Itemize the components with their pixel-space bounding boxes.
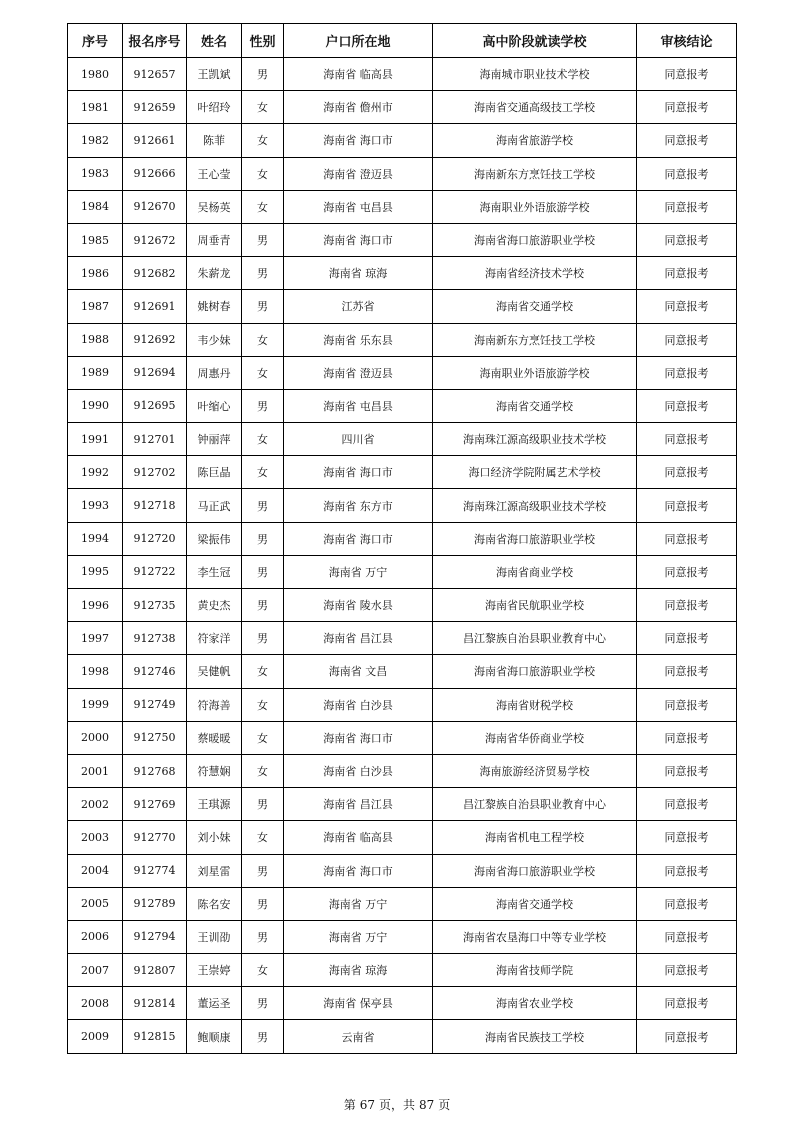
cell-household: 海南省 屯昌县: [284, 389, 433, 422]
header-reg-no: 报名序号: [123, 24, 187, 58]
cell-gender: 女: [242, 356, 284, 389]
cell-gender: 男: [242, 389, 284, 422]
table-row: [68, 423, 737, 456]
cell-conclusion: 同意报考: [637, 887, 737, 920]
cell-name: 陈菲: [187, 124, 242, 157]
table-row: [68, 920, 737, 953]
cell-name: 蔡暖暖: [187, 721, 242, 754]
table-row: [68, 290, 737, 323]
cell-household: 海南省 临高县: [284, 58, 433, 91]
cell-seq: 1988: [68, 323, 123, 356]
cell-seq: 2005: [68, 887, 123, 920]
cell-school: 海南珠江源高级职业技术学校: [433, 489, 637, 522]
header-conclusion: 审核结论: [637, 24, 737, 58]
cell-gender: 男: [242, 555, 284, 588]
cell-school: 海南省海口旅游职业学校: [433, 522, 637, 555]
page-footer: [0, 1096, 794, 1113]
cell-reg-no: 912722: [123, 555, 187, 588]
cell-conclusion: 同意报考: [637, 688, 737, 721]
cell-seq: 1980: [68, 58, 123, 91]
cell-name: 梁振伟: [187, 522, 242, 555]
cell-reg-no: 912692: [123, 323, 187, 356]
cell-reg-no: 912672: [123, 223, 187, 256]
table-row: [68, 58, 737, 91]
cell-name: 王琪源: [187, 788, 242, 821]
cell-conclusion: 同意报考: [637, 854, 737, 887]
cell-school: 海南省海口旅游职业学校: [433, 223, 637, 256]
cell-school: 海南新东方烹饪技工学校: [433, 157, 637, 190]
cell-seq: 1985: [68, 223, 123, 256]
cell-reg-no: 912702: [123, 456, 187, 489]
cell-conclusion: 同意报考: [637, 423, 737, 456]
cell-school: 海南省商业学校: [433, 555, 637, 588]
table-row: [68, 223, 737, 256]
cell-conclusion: 同意报考: [637, 754, 737, 787]
cell-conclusion: 同意报考: [637, 788, 737, 821]
cell-name: 钟丽萍: [187, 423, 242, 456]
table-row: [68, 190, 737, 223]
cell-name: 符家洋: [187, 622, 242, 655]
cell-name: 韦少妹: [187, 323, 242, 356]
table-row: [68, 655, 737, 688]
cell-reg-no: 912691: [123, 290, 187, 323]
cell-name: 王凯斌: [187, 58, 242, 91]
cell-seq: 1995: [68, 555, 123, 588]
cell-conclusion: 同意报考: [637, 655, 737, 688]
cell-seq: 1998: [68, 655, 123, 688]
cell-school: 海南职业外语旅游学校: [433, 356, 637, 389]
cell-gender: 男: [242, 489, 284, 522]
cell-conclusion: 同意报考: [637, 821, 737, 854]
cell-seq: 1994: [68, 522, 123, 555]
cell-conclusion: 同意报考: [637, 389, 737, 422]
cell-seq: 1989: [68, 356, 123, 389]
cell-reg-no: 912718: [123, 489, 187, 522]
cell-household: 海南省 保亭县: [284, 987, 433, 1020]
cell-gender: 女: [242, 323, 284, 356]
cell-household: 云南省: [284, 1020, 433, 1053]
cell-name: 刘星雷: [187, 854, 242, 887]
cell-conclusion: 同意报考: [637, 589, 737, 622]
cell-household: 海南省 昌江县: [284, 788, 433, 821]
cell-reg-no: 912749: [123, 688, 187, 721]
cell-conclusion: 同意报考: [637, 223, 737, 256]
cell-seq: 2009: [68, 1020, 123, 1053]
cell-conclusion: 同意报考: [637, 58, 737, 91]
table-row: [68, 821, 737, 854]
cell-gender: 女: [242, 655, 284, 688]
cell-gender: 女: [242, 124, 284, 157]
cell-reg-no: 912774: [123, 854, 187, 887]
table-row: [68, 854, 737, 887]
header-gender: 性别: [242, 24, 284, 58]
cell-school: 海南省旅游学校: [433, 124, 637, 157]
cell-household: 海南省 澄迈县: [284, 157, 433, 190]
cell-reg-no: 912694: [123, 356, 187, 389]
cell-name: 周惠丹: [187, 356, 242, 389]
cell-school: 海南省财税学校: [433, 688, 637, 721]
cell-seq: 1981: [68, 91, 123, 124]
cell-name: 符慧娴: [187, 754, 242, 787]
footer-prefix: 第: [343, 1098, 356, 1112]
cell-reg-no: 912701: [123, 423, 187, 456]
cell-gender: 男: [242, 589, 284, 622]
cell-gender: 男: [242, 622, 284, 655]
table-row: [68, 257, 737, 290]
cell-seq: 1984: [68, 190, 123, 223]
cell-reg-no: 912770: [123, 821, 187, 854]
cell-household: 海南省 儋州市: [284, 91, 433, 124]
footer-page-number: 67: [359, 1098, 375, 1112]
cell-school: 海南省交通高级技工学校: [433, 91, 637, 124]
cell-name: 叶绍玲: [187, 91, 242, 124]
cell-name: 陈巨晶: [187, 456, 242, 489]
cell-name: 吴杨英: [187, 190, 242, 223]
cell-name: 叶缩心: [187, 389, 242, 422]
cell-gender: 男: [242, 58, 284, 91]
cell-name: 马正武: [187, 489, 242, 522]
cell-school: 昌江黎族自治县职业教育中心: [433, 622, 637, 655]
cell-gender: 女: [242, 821, 284, 854]
cell-school: 海南新东方烹饪技工学校: [433, 323, 637, 356]
cell-seq: 1987: [68, 290, 123, 323]
table-body: [68, 58, 737, 1054]
cell-household: 海南省 临高县: [284, 821, 433, 854]
cell-conclusion: 同意报考: [637, 1020, 737, 1053]
cell-gender: 女: [242, 91, 284, 124]
cell-seq: 1983: [68, 157, 123, 190]
cell-reg-no: 912695: [123, 389, 187, 422]
cell-school: 海南省机电工程学校: [433, 821, 637, 854]
cell-seq: 1999: [68, 688, 123, 721]
cell-household: 海南省 海口市: [284, 124, 433, 157]
cell-seq: 1993: [68, 489, 123, 522]
cell-school: 海南省交通学校: [433, 887, 637, 920]
cell-gender: 男: [242, 854, 284, 887]
cell-seq: 2001: [68, 754, 123, 787]
cell-household: 海南省 白沙县: [284, 688, 433, 721]
cell-reg-no: 912661: [123, 124, 187, 157]
cell-reg-no: 912666: [123, 157, 187, 190]
header-household: 户口所在地: [284, 24, 433, 58]
cell-seq: 1982: [68, 124, 123, 157]
cell-school: 海南旅游经济贸易学校: [433, 754, 637, 787]
cell-reg-no: 912807: [123, 954, 187, 987]
cell-household: 海南省 海口市: [284, 223, 433, 256]
cell-reg-no: 912750: [123, 721, 187, 754]
cell-school: 海南省华侨商业学校: [433, 721, 637, 754]
cell-name: 姚树春: [187, 290, 242, 323]
cell-school: 海南职业外语旅游学校: [433, 190, 637, 223]
cell-gender: 男: [242, 788, 284, 821]
table-row: [68, 721, 737, 754]
cell-reg-no: 912814: [123, 987, 187, 1020]
roster-table: [67, 23, 737, 1054]
cell-name: 刘小妹: [187, 821, 242, 854]
cell-name: 朱薪龙: [187, 257, 242, 290]
cell-gender: 男: [242, 987, 284, 1020]
cell-conclusion: 同意报考: [637, 954, 737, 987]
table-row: [68, 456, 737, 489]
cell-reg-no: 912768: [123, 754, 187, 787]
cell-gender: 女: [242, 721, 284, 754]
footer-total-pages: 87: [419, 1098, 435, 1112]
cell-conclusion: 同意报考: [637, 721, 737, 754]
cell-household: 江苏省: [284, 290, 433, 323]
cell-household: 海南省 万宁: [284, 887, 433, 920]
cell-household: 海南省 琼海: [284, 954, 433, 987]
cell-reg-no: 912670: [123, 190, 187, 223]
cell-seq: 1996: [68, 589, 123, 622]
cell-gender: 女: [242, 423, 284, 456]
header-school: 高中阶段就读学校: [433, 24, 637, 58]
cell-reg-no: 912735: [123, 589, 187, 622]
cell-household: 海南省 陵水县: [284, 589, 433, 622]
cell-conclusion: 同意报考: [637, 257, 737, 290]
header-row: [68, 24, 737, 58]
cell-gender: 男: [242, 920, 284, 953]
cell-school: 海南省民族技工学校: [433, 1020, 637, 1053]
table-row: [68, 555, 737, 588]
cell-household: 海南省 海口市: [284, 854, 433, 887]
cell-reg-no: 912769: [123, 788, 187, 821]
cell-conclusion: 同意报考: [637, 522, 737, 555]
cell-gender: 女: [242, 688, 284, 721]
cell-name: 王训劭: [187, 920, 242, 953]
cell-gender: 男: [242, 290, 284, 323]
cell-conclusion: 同意报考: [637, 456, 737, 489]
cell-conclusion: 同意报考: [637, 920, 737, 953]
cell-reg-no: 912746: [123, 655, 187, 688]
cell-name: 陈名安: [187, 887, 242, 920]
cell-school: 海南省海口旅游职业学校: [433, 854, 637, 887]
cell-conclusion: 同意报考: [637, 190, 737, 223]
cell-school: 海口经济学院附属艺术学校: [433, 456, 637, 489]
cell-household: 海南省 海口市: [284, 522, 433, 555]
cell-gender: 女: [242, 754, 284, 787]
cell-household: 海南省 澄迈县: [284, 356, 433, 389]
cell-gender: 男: [242, 1020, 284, 1053]
cell-conclusion: 同意报考: [637, 356, 737, 389]
cell-school: 海南省经济技术学校: [433, 257, 637, 290]
cell-reg-no: 912720: [123, 522, 187, 555]
table-row: [68, 1020, 737, 1053]
cell-household: 海南省 海口市: [284, 721, 433, 754]
cell-school: 海南城市职业技术学校: [433, 58, 637, 91]
table-row: [68, 489, 737, 522]
cell-seq: 2008: [68, 987, 123, 1020]
cell-conclusion: 同意报考: [637, 987, 737, 1020]
cell-seq: 2002: [68, 788, 123, 821]
cell-name: 周垂青: [187, 223, 242, 256]
cell-household: 海南省 东方市: [284, 489, 433, 522]
cell-gender: 男: [242, 223, 284, 256]
cell-gender: 女: [242, 157, 284, 190]
cell-seq: 2007: [68, 954, 123, 987]
cell-household: 四川省: [284, 423, 433, 456]
cell-conclusion: 同意报考: [637, 157, 737, 190]
cell-gender: 女: [242, 456, 284, 489]
footer-suffix: 页: [438, 1098, 451, 1112]
cell-reg-no: 912815: [123, 1020, 187, 1053]
cell-household: 海南省 琼海: [284, 257, 433, 290]
cell-school: 海南省民航职业学校: [433, 589, 637, 622]
cell-conclusion: 同意报考: [637, 91, 737, 124]
table-row: [68, 124, 737, 157]
cell-reg-no: 912789: [123, 887, 187, 920]
cell-conclusion: 同意报考: [637, 124, 737, 157]
cell-household: 海南省 文昌: [284, 655, 433, 688]
table-row: [68, 788, 737, 821]
cell-school: 海南省技师学院: [433, 954, 637, 987]
cell-seq: 2003: [68, 821, 123, 854]
table-row: [68, 622, 737, 655]
cell-seq: 2004: [68, 854, 123, 887]
cell-name: 黄史杰: [187, 589, 242, 622]
cell-household: 海南省 屯昌县: [284, 190, 433, 223]
table-row: [68, 887, 737, 920]
cell-name: 王心莹: [187, 157, 242, 190]
cell-conclusion: 同意报考: [637, 489, 737, 522]
cell-seq: 2000: [68, 721, 123, 754]
cell-gender: 女: [242, 190, 284, 223]
cell-conclusion: 同意报考: [637, 622, 737, 655]
table-row: [68, 589, 737, 622]
header-seq: 序号: [68, 24, 123, 58]
cell-name: 王崇婷: [187, 954, 242, 987]
cell-gender: 男: [242, 887, 284, 920]
cell-reg-no: 912657: [123, 58, 187, 91]
cell-school: 昌江黎族自治县职业教育中心: [433, 788, 637, 821]
cell-gender: 男: [242, 257, 284, 290]
cell-name: 吴健帆: [187, 655, 242, 688]
cell-name: 鲍顺康: [187, 1020, 242, 1053]
table-row: [68, 987, 737, 1020]
cell-name: 董运圣: [187, 987, 242, 1020]
cell-school: 海南省海口旅游职业学校: [433, 655, 637, 688]
header-name: 姓名: [187, 24, 242, 58]
cell-seq: 1991: [68, 423, 123, 456]
cell-household: 海南省 乐东县: [284, 323, 433, 356]
cell-seq: 2006: [68, 920, 123, 953]
cell-household: 海南省 海口市: [284, 456, 433, 489]
table-row: [68, 389, 737, 422]
cell-school: 海南省交通学校: [433, 389, 637, 422]
table-row: [68, 688, 737, 721]
cell-reg-no: 912794: [123, 920, 187, 953]
cell-household: 海南省 昌江县: [284, 622, 433, 655]
table-row: [68, 954, 737, 987]
cell-household: 海南省 万宁: [284, 920, 433, 953]
table-row: [68, 356, 737, 389]
cell-seq: 1992: [68, 456, 123, 489]
cell-gender: 男: [242, 522, 284, 555]
cell-household: 海南省 白沙县: [284, 754, 433, 787]
table-row: [68, 157, 737, 190]
cell-seq: 1990: [68, 389, 123, 422]
cell-school: 海南省农业学校: [433, 987, 637, 1020]
cell-school: 海南省农垦海口中等专业学校: [433, 920, 637, 953]
cell-seq: 1986: [68, 257, 123, 290]
cell-seq: 1997: [68, 622, 123, 655]
table-row: [68, 522, 737, 555]
table-row: [68, 754, 737, 787]
table-row: [68, 91, 737, 124]
cell-reg-no: 912738: [123, 622, 187, 655]
cell-name: 李生冠: [187, 555, 242, 588]
cell-school: 海南珠江源高级职业技术学校: [433, 423, 637, 456]
cell-reg-no: 912659: [123, 91, 187, 124]
cell-gender: 女: [242, 954, 284, 987]
cell-school: 海南省交通学校: [433, 290, 637, 323]
cell-conclusion: 同意报考: [637, 323, 737, 356]
table-row: [68, 323, 737, 356]
cell-household: 海南省 万宁: [284, 555, 433, 588]
footer-middle: 页，共: [378, 1098, 415, 1112]
cell-reg-no: 912682: [123, 257, 187, 290]
cell-conclusion: 同意报考: [637, 555, 737, 588]
cell-conclusion: 同意报考: [637, 290, 737, 323]
cell-name: 符海善: [187, 688, 242, 721]
